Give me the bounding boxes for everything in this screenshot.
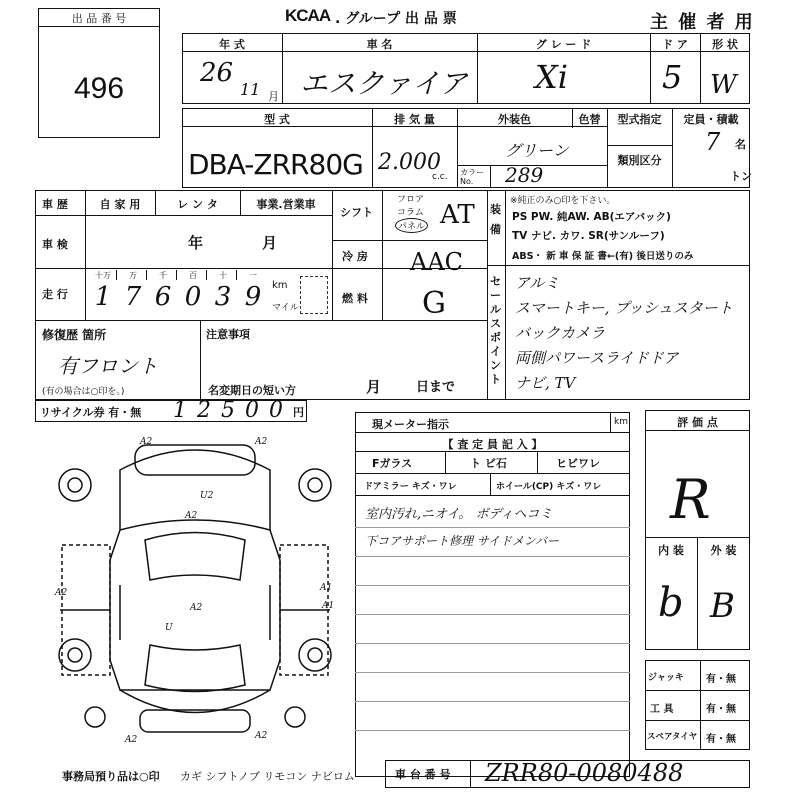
lot-number-label: 出 品 番 号 bbox=[71, 12, 127, 25]
repair-note: (有の場合は○印を。) bbox=[42, 387, 125, 397]
aircon-value: AAC bbox=[410, 248, 464, 276]
type-designation-label: 型式指定 bbox=[617, 113, 662, 126]
recycle-digit: 5 bbox=[221, 398, 235, 423]
office-note: 事務局預り品は○印 bbox=[62, 770, 160, 783]
recolor-col-label: 色替 bbox=[578, 113, 601, 126]
capacity-value: 7 bbox=[705, 128, 721, 156]
odometer-digit: 1 bbox=[94, 282, 112, 312]
odometer-digit: 0 bbox=[184, 282, 202, 312]
shaken-label: 車 検 bbox=[42, 238, 68, 251]
history-business: 事業.営業車 bbox=[256, 198, 316, 211]
capacity-label: 定員・積載 bbox=[683, 113, 739, 126]
month-unit: 月 bbox=[268, 90, 279, 103]
odometer-digit-head: 万 bbox=[129, 271, 137, 280]
shape-col-label: 形 状 bbox=[712, 38, 738, 51]
notes-label: 注意事項 bbox=[206, 328, 250, 341]
odometer-digit-head: 百 bbox=[189, 271, 197, 280]
color-value: グリーン bbox=[505, 141, 569, 160]
sales-point-item: ナビ, TV bbox=[515, 374, 576, 392]
organizer-label: 主 催 者 用 bbox=[650, 12, 755, 33]
shift-panel: パネル bbox=[395, 218, 428, 233]
year-value: 26 bbox=[200, 58, 234, 88]
year-col-label: 年 式 bbox=[219, 38, 245, 51]
inspector-header: 【 査 定 員 記 入 】 bbox=[442, 438, 543, 451]
mileage-mile-unit: マイル bbox=[272, 303, 299, 313]
diagram-mark: A2 bbox=[190, 603, 203, 613]
shift-label: シフト bbox=[340, 206, 373, 219]
recycle-digit: 0 bbox=[269, 398, 283, 423]
color-col-label: 外装色 bbox=[498, 113, 531, 126]
color-no-label: カラー No. bbox=[460, 168, 484, 186]
shift-column: コラム bbox=[397, 208, 424, 218]
diagram-mark: U bbox=[165, 623, 173, 633]
fuel-value: G bbox=[422, 286, 446, 321]
history-private: 自 家 用 bbox=[99, 198, 141, 211]
name-change-label: 名変期日の短い方 bbox=[208, 384, 296, 397]
model-value: DBA-ZRR80G bbox=[188, 148, 363, 181]
score-label: 評 価 点 bbox=[677, 416, 718, 429]
sales-points-label: セールスポイント bbox=[490, 275, 501, 386]
odometer-digit: 6 bbox=[154, 282, 172, 312]
odometer-digit: 3 bbox=[214, 282, 232, 312]
displacement-col-label: 排 気 量 bbox=[394, 113, 435, 126]
ton-unit: トン bbox=[730, 170, 752, 183]
displacement-value: 2.000 bbox=[378, 150, 441, 175]
diagram-mark: A2 bbox=[55, 588, 68, 598]
inspector-note-1: 室内汚れ,ニオイ。 ボディヘコミ bbox=[365, 507, 553, 522]
mileage-km-unit: km bbox=[272, 280, 288, 291]
model-col-label: 型 式 bbox=[264, 113, 290, 126]
diagram-mark: A1 bbox=[320, 583, 333, 593]
diagram-mark: A2 bbox=[185, 511, 198, 521]
fuel-label: 燃 料 bbox=[342, 292, 368, 305]
tools-yn: 有・無 bbox=[706, 704, 736, 715]
recycle-yen: 円 bbox=[293, 406, 304, 419]
recycle-digit: 0 bbox=[245, 398, 259, 423]
sales-point-item: 両側パワースライドドア bbox=[515, 349, 679, 367]
shift-floor: フロア bbox=[397, 195, 425, 205]
meter-label: 現メーター指示 bbox=[372, 418, 449, 431]
grade-col-label: グ レ ー ド bbox=[535, 38, 592, 51]
odometer-digit: 7 bbox=[124, 282, 142, 312]
door-col-label: ド ア bbox=[662, 38, 688, 51]
mile-check-box[interactable] bbox=[300, 276, 328, 314]
interior-grade: b bbox=[658, 580, 684, 626]
shaken-month-label: 月 bbox=[262, 234, 278, 252]
car-name: エスクァイア bbox=[300, 67, 468, 100]
history-rental: レ ン タ bbox=[177, 198, 218, 211]
chassis-label: 車 台 番 号 bbox=[395, 768, 451, 781]
equipment-label: 装 備 bbox=[490, 203, 501, 236]
name-change-month: 月 bbox=[366, 378, 382, 396]
meter-km: km bbox=[614, 417, 628, 427]
recycle-digit: 1 bbox=[173, 398, 187, 423]
sales-point-item: スマートキー, プッシュスタート bbox=[515, 299, 733, 317]
recycle-label: リサイクル券 有・無 bbox=[40, 406, 142, 419]
doors-value: 5 bbox=[662, 58, 683, 96]
equipment-line1: PS PW. 純AW. AB(エアバック) bbox=[512, 211, 671, 223]
odometer-digit: 9 bbox=[244, 282, 262, 312]
odometer-digit-head: 千 bbox=[159, 271, 167, 280]
spare-label: スペアタイヤ bbox=[647, 732, 698, 742]
inspector-note-2: 下コアサポート修理 サイドメンバー bbox=[365, 534, 560, 548]
odometer-digit-head: 一 bbox=[249, 271, 257, 280]
brand-logo: KCAA bbox=[285, 6, 331, 25]
exterior-grade: B bbox=[710, 586, 735, 626]
equipment-note: ※純正のみ○印を下さい。 bbox=[510, 196, 616, 206]
chip-label: ト ビ石 bbox=[470, 457, 507, 470]
shift-value: AT bbox=[440, 200, 475, 230]
diagram-mark: A2 bbox=[255, 731, 268, 741]
jack-label: ジャッキ bbox=[648, 673, 684, 683]
capacity-unit: 名 bbox=[735, 138, 746, 151]
lot-number: 496 bbox=[73, 72, 125, 105]
diagram-mark: A2 bbox=[125, 735, 138, 745]
wheel-label: ホイール(CP) キズ・ワレ bbox=[496, 482, 602, 492]
aircon-label: 冷 房 bbox=[342, 250, 368, 263]
tools-label: 工 具 bbox=[650, 704, 674, 715]
sales-point-item: アルミ bbox=[515, 274, 560, 292]
name-change-day: 日まで bbox=[416, 380, 456, 395]
shape-value: W bbox=[710, 70, 737, 100]
mirror-label: ドアミラー キズ・ワレ bbox=[364, 482, 457, 492]
sheet-title: . グループ 出 品 票 bbox=[335, 11, 457, 27]
cc-unit: c.c. bbox=[432, 172, 448, 182]
class-label: 類別区分 bbox=[617, 154, 662, 167]
recycle-digit: 2 bbox=[197, 398, 211, 423]
chassis-number: ZRR80-0080488 bbox=[485, 759, 684, 787]
equipment-line2: TV ナビ. カワ. SR(サンルーフ) bbox=[512, 230, 665, 242]
history-label: 車 歴 bbox=[42, 198, 68, 211]
diagram-mark: A2 bbox=[140, 437, 153, 447]
name-col-label: 車 名 bbox=[366, 38, 393, 51]
mileage-label: 走 行 bbox=[42, 288, 68, 301]
odometer-digit-head: 十万 bbox=[95, 271, 111, 280]
car-damage-diagram bbox=[40, 430, 350, 750]
crack-label: ヒビワレ bbox=[556, 457, 600, 470]
exterior-label: 外 装 bbox=[710, 544, 737, 557]
spare-yn: 有・無 bbox=[706, 734, 736, 745]
diagram-mark: A2 bbox=[255, 437, 268, 447]
equipment-line3: ABS・ 新 車 保 証 書←(有) 後日送りのみ bbox=[512, 251, 694, 262]
repair-value: 有フロント bbox=[58, 354, 158, 378]
grade-value: Xi bbox=[535, 58, 569, 96]
diagram-mark: U2 bbox=[200, 491, 214, 501]
color-number: 289 bbox=[505, 163, 544, 187]
interior-label: 内 装 bbox=[658, 544, 684, 557]
jack-yn: 有・無 bbox=[706, 674, 736, 685]
shaken-year-label: 年 bbox=[188, 234, 204, 252]
score-value: R bbox=[670, 468, 711, 531]
sales-point-item: バックカメラ bbox=[515, 324, 606, 342]
odometer-digit-head: 十 bbox=[219, 271, 227, 280]
month-value: 11 bbox=[240, 80, 261, 99]
diagram-mark: A1 bbox=[322, 601, 335, 611]
repair-label: 修復歴 箇所 bbox=[42, 328, 107, 342]
glass-label: Fガラス bbox=[372, 457, 413, 470]
office-items: カギ シフトノブ リモコン ナビロム bbox=[180, 770, 355, 783]
